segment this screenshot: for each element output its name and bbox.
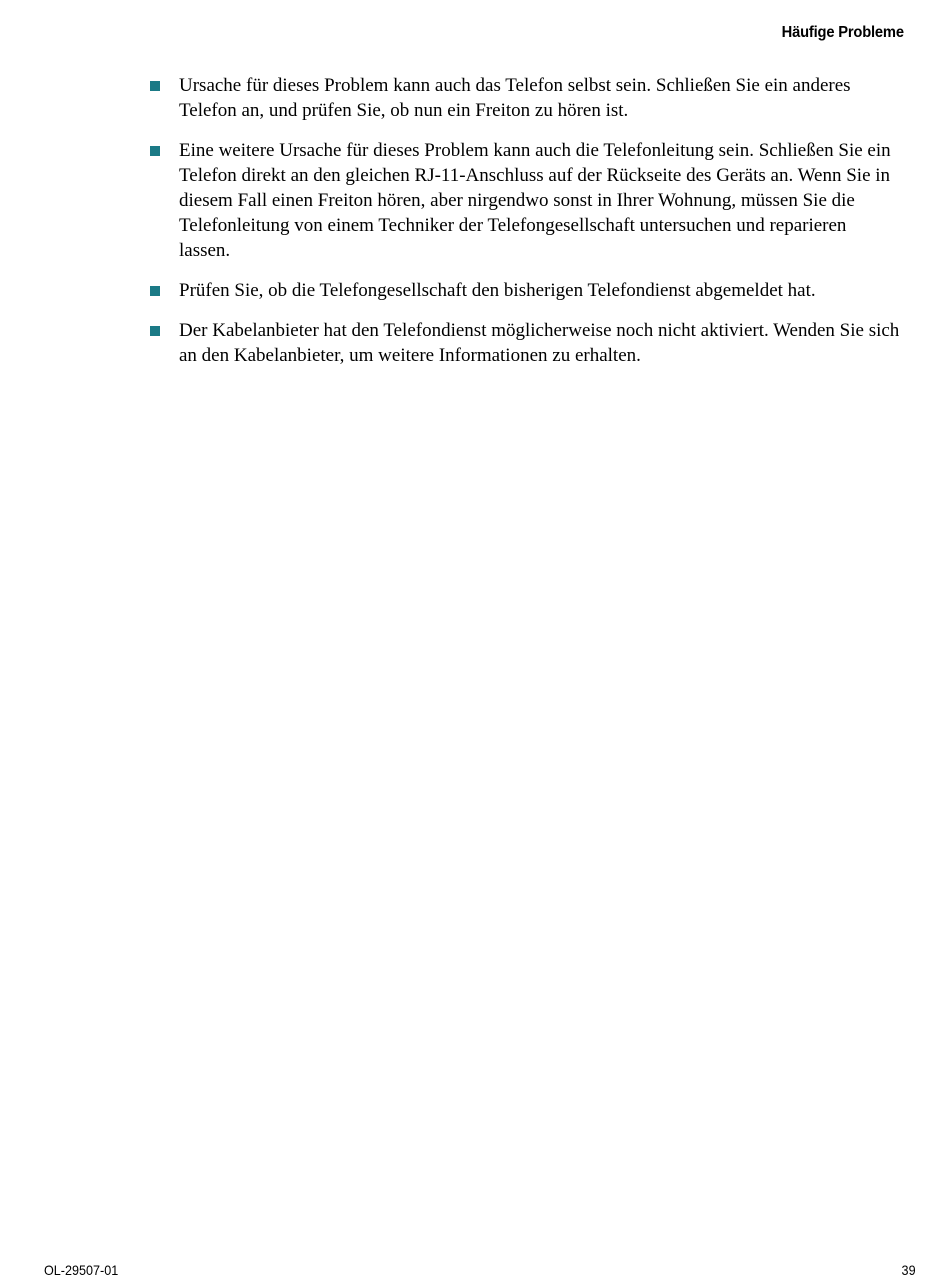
troubleshooting-bullet-list (150, 73, 900, 383)
footer-page-number: 39 (901, 1262, 916, 1278)
bullet-item (150, 138, 900, 263)
square-bullet-icon (150, 146, 160, 156)
bullet-item (150, 318, 900, 368)
bullet-text: Der Kabelanbieter hat den Telefondienst möglicherweise noch nicht aktiviert. Wenden Sie sich an den Kabelanbieter, um weitere Informationen zu erhalten. (179, 320, 900, 366)
square-bullet-icon (150, 286, 160, 296)
bullet-text: Ursache für dieses Problem kann auch das Telefon selbst sein. Schließen Sie ein anderes Telefon an, und prüfen Sie, ob nun ein Freiton zu hören ist. (179, 75, 851, 121)
running-header: Häufige Probleme (781, 24, 904, 41)
bullet-text: Prüfen Sie, ob die Telefongesellschaft den bisherigen Telefondienst abgemeldet hat. (179, 280, 816, 301)
footer-document-id: OL-29507-01 (44, 1262, 119, 1278)
bullet-text: Eine weitere Ursache für dieses Problem kann auch die Telefonleitung sein. Schließen Sie ein Telefon direkt an den gleichen RJ-11-Anschluss auf der Rückseite des Geräts an. Wenn Sie in diesem Fall einen Freiton hören, aber nirgendwo sonst in Ihrer Wohnung, müssen Sie die Telefonleitung von einem Techniker der Telefongesellschaft untersuchen und reparieren lassen. (179, 140, 891, 261)
square-bullet-icon (150, 326, 160, 336)
square-bullet-icon (150, 81, 160, 91)
bullet-item (150, 278, 900, 303)
bullet-item (150, 73, 900, 123)
